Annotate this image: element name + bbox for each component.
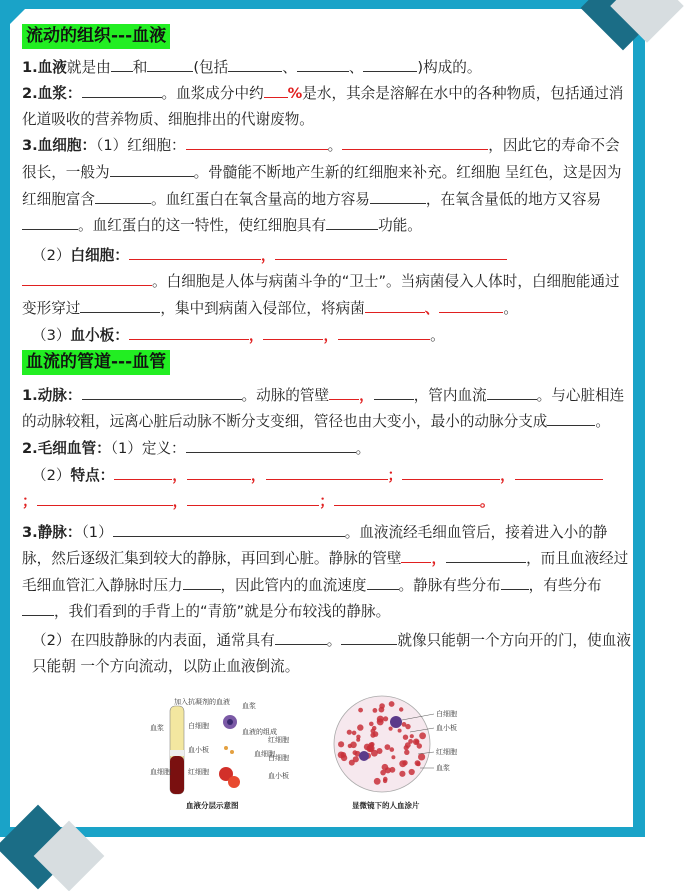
red-blood-cell (367, 745, 374, 752)
blank-red[interactable] (329, 382, 359, 400)
blank[interactable] (111, 54, 133, 72)
red-blood-cell (389, 727, 393, 731)
blank-red[interactable] (266, 462, 388, 480)
blank[interactable] (487, 382, 537, 400)
red-blood-cell (356, 738, 360, 742)
label-plasma-left: 血浆 (150, 724, 164, 732)
text: 。 (503, 299, 518, 317)
separator: 。 (479, 493, 495, 511)
red-blood-cell (409, 769, 415, 775)
separator: ， (248, 326, 264, 344)
label-plasma-right: 血浆 (242, 702, 256, 710)
text: 功能。 (378, 217, 422, 235)
blank[interactable] (22, 212, 78, 230)
red-blood-cell (374, 778, 381, 785)
nucleus (227, 719, 233, 725)
text: )构成的。 (417, 58, 482, 76)
blank[interactable] (95, 186, 151, 204)
text: ，因此管内的血流速度 (220, 576, 367, 594)
blank-red[interactable] (263, 322, 323, 340)
text: ，集中到病菌入侵部位，将病菌 (160, 299, 365, 317)
blank[interactable] (367, 572, 399, 590)
red-blood-cell (389, 701, 395, 707)
worksheet (22, 24, 632, 679)
text: ，在氧含量低的地方又容易 (425, 190, 602, 208)
text: 。 (327, 137, 343, 155)
blank[interactable] (374, 382, 414, 400)
blank-red[interactable] (264, 80, 288, 98)
corner-decoration-bottom-left (0, 777, 80, 837)
blood-smear-figure (330, 694, 500, 812)
question-plasma (22, 80, 632, 132)
blank[interactable] (501, 572, 529, 590)
red-blood-cell (405, 724, 410, 729)
blank-red[interactable] (365, 295, 425, 313)
red-blood-cell (399, 771, 405, 777)
blank-red[interactable] (187, 488, 319, 506)
text: （2） (32, 466, 71, 484)
text: 、 (348, 58, 364, 76)
text: 。 (355, 439, 371, 457)
text: 。骨髓能不断地产生新的红细胞来补充。红细胞 呈红色，这是因为红细胞富含 (22, 163, 622, 208)
term-blood-cells: 血细胞： (37, 137, 97, 155)
label-platelet-right: 血小板 (268, 772, 289, 780)
red-cell-drawing (228, 776, 240, 788)
label-platelets: 血小板 (188, 746, 209, 754)
text: 、 (282, 58, 297, 76)
blank-red[interactable] (439, 295, 503, 313)
red-blood-cell (353, 756, 359, 762)
label-smear-rbc: 红细胞 (436, 748, 457, 756)
red-blood-cell (404, 750, 409, 755)
red-blood-cell (377, 716, 384, 723)
red-blood-cell (402, 760, 407, 765)
red-blood-cell (377, 748, 383, 754)
text: (包括 (193, 58, 229, 76)
text: 。 (326, 632, 342, 650)
text: ，有些分布 (528, 576, 602, 594)
separator: ； (387, 466, 403, 484)
section-heading-blood (22, 24, 632, 50)
label-anticoagulant: 加入抗凝剂的血液 (174, 698, 230, 706)
separator: ； (319, 493, 334, 511)
frame-bottom (0, 827, 645, 837)
question-number: 3. (22, 523, 38, 541)
term-white-cells: 白细胞： (70, 246, 129, 264)
caption-blood-smear: 显微镜下的人血涂片 (352, 801, 420, 810)
red-blood-cell (398, 729, 402, 733)
label-composition: 血液的组成 (242, 728, 277, 736)
red-blood-cell (372, 726, 377, 731)
term-artery: 动脉： (37, 386, 82, 404)
corner-decoration-bottom-right (623, 815, 645, 837)
platelet-dot (224, 746, 228, 750)
red-blood-cell (357, 724, 363, 730)
blank-red[interactable] (187, 462, 251, 480)
text: 和 (132, 58, 148, 76)
question-number: 3. (22, 137, 38, 155)
blank[interactable] (186, 435, 356, 453)
separator: ， (500, 466, 515, 484)
question-blood (22, 54, 632, 81)
blank[interactable] (275, 627, 327, 645)
caption-blood-layers: 血液分层示意图 (186, 801, 239, 810)
label-cells-right: 血细胞 (254, 750, 275, 758)
frame-right (633, 0, 645, 837)
red-blood-cell (379, 703, 385, 709)
figures (146, 694, 496, 812)
blank-red[interactable] (338, 322, 430, 340)
blank[interactable] (446, 545, 526, 563)
blank-red[interactable] (129, 322, 249, 340)
red-blood-cell (415, 740, 419, 744)
heading-blood: 流动的组织---血液 (22, 24, 170, 49)
separator: ， (172, 493, 188, 511)
term-capillary: 毛细血管： (37, 439, 111, 457)
red-blood-cell (338, 741, 344, 747)
label-rbc-right: 红细胞 (268, 736, 289, 744)
blank[interactable] (147, 54, 193, 72)
question-capillary (22, 435, 632, 462)
red-cell-layer (170, 756, 184, 794)
red-blood-cell (410, 734, 414, 738)
blank[interactable] (113, 519, 345, 537)
question-vein-valves (22, 627, 632, 679)
label-smear-plasma: 血浆 (436, 764, 450, 772)
term-plasma: 血浆： (37, 85, 82, 103)
label-cells-left: 血细胞 (150, 768, 171, 776)
separator: ， (323, 326, 339, 344)
text: 。 (430, 326, 445, 344)
blank-red[interactable] (129, 242, 261, 260)
red-blood-cell (358, 708, 363, 713)
blank-red[interactable] (342, 132, 488, 150)
red-blood-cell (416, 762, 421, 767)
separator: ， (431, 550, 447, 568)
text: 。血红蛋白的这一特性，使红细胞具有 (78, 217, 327, 235)
frame-left (0, 0, 10, 837)
text: （2） (32, 246, 71, 264)
red-blood-cell (405, 742, 411, 748)
question-vein (22, 519, 632, 625)
blank-red[interactable] (334, 488, 480, 506)
text: 就是由 (66, 58, 111, 76)
question-number: 1. (22, 58, 38, 76)
white-blood-cell (390, 716, 402, 728)
red-blood-cell (383, 779, 387, 783)
text: （3） (32, 326, 71, 344)
red-blood-cell (390, 747, 395, 752)
label-wbc-right: 白细胞 (268, 754, 289, 762)
term-features: 特点： (70, 466, 115, 484)
text: ，而且血液经过毛细血管汇入静脉时压力 (22, 550, 629, 594)
blank[interactable] (326, 212, 378, 230)
blank[interactable] (110, 159, 194, 177)
blank-red[interactable] (37, 488, 173, 506)
text: 。动脉的管壁 (241, 386, 330, 404)
term-platelets: 血小板： (70, 326, 129, 344)
blank[interactable] (297, 54, 349, 72)
red-blood-cell (347, 730, 352, 735)
separator: ， (250, 466, 266, 484)
text: 。血液流经毛细血管后，接着进入小的静脉，然后逐级汇集到较大的静脉，再回到心脏。静脉的管壁 (22, 523, 608, 568)
red-blood-cell (370, 733, 375, 738)
text: 就像只能朝一个方向开的门，使血液只能朝 一个方向流动，以防止血液倒流。 (32, 632, 631, 675)
blood-layers-figure (146, 694, 289, 812)
separator: ； (22, 493, 37, 511)
separator: ， (260, 246, 276, 264)
text: （1）红细胞： (96, 137, 186, 155)
question-platelets (22, 322, 632, 349)
question-capillary-features-cont (22, 488, 632, 515)
label-smear-wbc: 白细胞 (436, 710, 457, 718)
blank[interactable] (80, 295, 160, 313)
red-blood-cell (399, 707, 403, 711)
red-blood-cell (391, 755, 395, 759)
text: 是水，其余是溶解在水中的各种物质，包括通过消化道吸收的营养物质、细胞排出的代谢废物。 (22, 85, 624, 128)
blank-red[interactable] (402, 462, 500, 480)
term-blood: 血液 (37, 58, 67, 76)
term-vein: 静脉： (37, 523, 82, 541)
text: （2）在四肢静脉的内表面，通常具有 (32, 632, 275, 650)
separator: ， (359, 386, 374, 404)
heading-vessels: 血流的管道---血管 (22, 350, 170, 375)
blank[interactable] (547, 408, 595, 426)
text: ，我们看到的手背上的“青筋”就是分布较浅的静脉。 (54, 603, 391, 621)
frame-top (0, 0, 645, 9)
text: 。 (595, 413, 610, 431)
label-white-cells: 白细胞 (188, 722, 209, 730)
text: 。静脉有些分布 (398, 576, 501, 594)
white-cell-layer (170, 750, 184, 756)
red-blood-cell (369, 722, 374, 727)
red-blood-cell (382, 764, 389, 771)
blank-red[interactable] (401, 545, 431, 563)
platelet-dot (230, 750, 234, 754)
section-heading-vessels (22, 350, 632, 376)
question-white-cells (22, 242, 632, 269)
red-blood-cell (352, 731, 357, 736)
text: （1）定义： (110, 439, 186, 457)
red-blood-cell (403, 735, 408, 740)
blank[interactable] (22, 598, 54, 616)
blank-red[interactable] (22, 268, 152, 286)
red-blood-cell (385, 744, 391, 750)
text: ，管内血流 (413, 386, 487, 404)
text: 。与心脏相连的动脉较粗，远离心脏后动脉不断分支变细，管径也由大变小，最小的动脉分支成 (22, 386, 625, 431)
blank[interactable] (82, 80, 162, 98)
label-red-cells: 红细胞 (188, 768, 209, 776)
question-blood-cells (22, 132, 632, 238)
blank[interactable] (370, 186, 426, 204)
blank-red[interactable] (275, 242, 507, 260)
blank[interactable] (82, 382, 242, 400)
blank[interactable] (183, 572, 221, 590)
white-blood-cell (359, 751, 369, 761)
red-blood-cell (418, 753, 425, 760)
question-capillary-features (22, 462, 632, 489)
label-smear-platelet: 血小板 (436, 724, 457, 732)
blank[interactable] (341, 627, 397, 645)
question-white-cells-cont (22, 268, 632, 321)
blank-red[interactable] (186, 132, 328, 150)
red-blood-cell (350, 742, 357, 749)
question-number: 2. (22, 85, 38, 103)
question-number: 2. (22, 439, 38, 457)
separator: ， (172, 466, 187, 484)
question-artery (22, 382, 632, 435)
text: 。血红蛋白在氧含量高的地方容易 (150, 190, 370, 208)
red-blood-cell (419, 732, 426, 739)
separator: 、 (424, 299, 440, 317)
question-number: 1. (22, 386, 38, 404)
blank[interactable] (228, 54, 282, 72)
percent-sign: % (287, 85, 303, 103)
blank[interactable] (363, 54, 417, 72)
text: 。白细胞是人体与病菌斗争的“卫士”。当病菌侵入人体时，白细胞能通过变形穿过 (22, 273, 620, 317)
red-blood-cell (373, 708, 378, 713)
blank-red[interactable] (114, 462, 172, 480)
blank-red[interactable] (515, 462, 603, 480)
text: （1） (81, 523, 113, 541)
text: ，因此它的寿命不会很长，一般为 (22, 137, 620, 181)
text: 。血浆成分中约 (161, 85, 264, 103)
red-blood-cell (341, 755, 347, 761)
